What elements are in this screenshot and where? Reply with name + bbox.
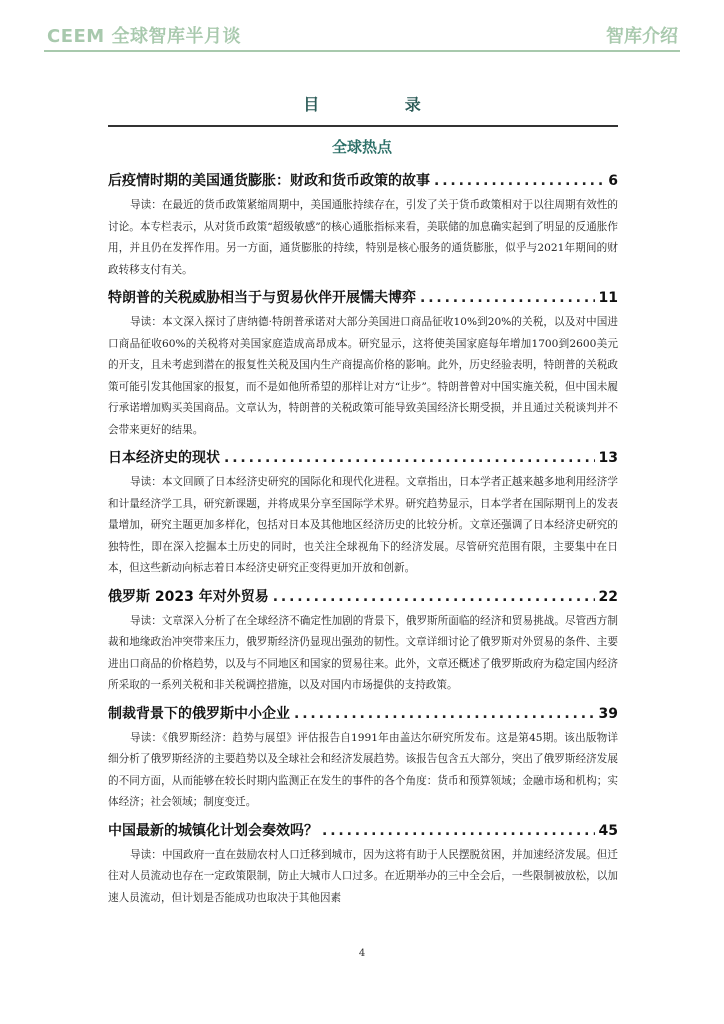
toc-entry xyxy=(108,287,618,441)
section-heading: 全球热点 xyxy=(331,138,392,156)
section-label: 智库介绍 xyxy=(606,26,678,47)
entry-summary: 导读：在最近的货币政策紧缩周期中，美国通胀持续存在，引发了关于货币政策相对于以往周期有效性的讨论。本专栏表示，从对货币政策“超级敏感”的核心通胀指标来看，美联储的加息确实起到了明显的反通胀作用，并且仍在发挥作用。另一方面，通货膨胀的持续，特别是核心服务的通货膨胀，似乎与2021年期间的财政转移支付有关。 xyxy=(108,199,618,276)
dot-leader xyxy=(294,703,595,725)
toc-entry xyxy=(108,586,618,697)
dot-leader xyxy=(273,586,595,608)
toc-entry xyxy=(108,703,618,814)
toc-entry-link[interactable] xyxy=(108,287,618,309)
dot-leader xyxy=(434,170,604,192)
entry-page-number: 22 xyxy=(598,588,618,605)
toc-entry xyxy=(108,820,618,910)
toc-entry-link[interactable] xyxy=(108,447,618,469)
entry-summary: 导读：文章深入分析了在全球经济不确定性加剧的背景下，俄罗斯所面临的经济和贸易挑战。尽管西方制裁和地缘政治冲突带来压力，俄罗斯经济仍显现出强劲的韧性。文章详细讨论了俄罗斯对外贸易的条件、主要进出口商品的价格趋势，以及与不同地区和国家的贸易往来。此外，文章还概述了俄罗斯政府为稳定国内经济所采取的一系列关税和非关税调控措施，以及对国内市场提供的支持政策。 xyxy=(108,614,618,691)
entry-page-number: 45 xyxy=(598,822,618,839)
toc-entry-link[interactable] xyxy=(108,586,618,608)
dot-leader xyxy=(224,447,595,469)
page-number: 4 xyxy=(358,948,366,959)
toc-entries xyxy=(108,170,618,915)
entry-page-number: 6 xyxy=(608,173,618,189)
entry-summary: 导读：本文深入探讨了唐纳德·特朗普承诺对大部分美国进口商品征收10%到20%的关税，以及对中国进口商品征收60%的关税将对美国家庭造成高昂成本。研究显示，这将使美国家庭每年增加1700到2600美元的开支，且未考虑到潜在的报复性关税及国内生产商提高价格的影响。此外，历史经验表明，特朗普的关税政策可能引发其他国家的报复，而不是如他所希望的那样让对方“让步”。特朗普曾对中国实施关税，但中国未履行承诺增加购买美国商品。文章认为，特朗普的关税政策可能导致美国经济长期受损，并且通过关税谈判并不会带来更好的结果。 xyxy=(108,316,618,436)
page-header xyxy=(0,0,724,50)
entry-title: 特朗普的关税威胁相当于与贸易伙伴开展懦夫博弈 xyxy=(108,290,416,306)
entry-title: 俄罗斯 2023 年对外贸易 xyxy=(108,588,269,605)
entry-page-number: 39 xyxy=(598,705,618,722)
dot-leader xyxy=(420,287,595,309)
entry-summary: 导读：本文回顾了日本经济史研究的国际化和现代化进程。文章指出，日本学者正越来越多地利用经济学和计量经济学工具，研究新课题，并将成果分享至国际学术界。研究趋势显示，日本学者在国际期刊上的发表量增加，研究主题更加多样化，包括对日本及其他地区经济历史的比较分析。文章还强调了日本经济史研究的独特性，即在深入挖掘本土历史的同时，也关注全球视角下的经济发展。尽管研究范围有限，主要集中在日本，但这些新动向标志着日本经济史研究正变得更加开放和创新。 xyxy=(108,476,618,574)
toc-entry xyxy=(108,447,618,580)
entry-page-number: 11 xyxy=(598,290,618,306)
toc-entry-link[interactable] xyxy=(108,703,618,725)
dot-leader xyxy=(322,820,595,842)
toc-divider xyxy=(108,125,618,127)
entry-title: 中国最新的城镇化计划会奏效吗？ xyxy=(108,822,318,839)
entry-title: 制裁背景下的俄罗斯中小企业 xyxy=(108,705,290,722)
entry-summary: 导读：《俄罗斯经济：趋势与展望》评估报告自1991年由盖达尔研究所发布。这是第45期。该出版物详细分析了俄罗斯经济的主要趋势以及全球社会和经济发展趋势。该报告包含五大部分，突出了俄罗斯经济发展的不同方面，从而能够在较长时期内监测正在发生的事件的各个角度：货币和预算领域；金融市场和机构；实体经济；社会领域；制度变迁。 xyxy=(108,731,618,808)
toc-entry xyxy=(108,170,618,281)
entry-title: 日本经济史的现状 xyxy=(108,450,220,466)
entry-title: 后疫情时期的美国通货膨胀：财政和货币政策的故事 xyxy=(108,173,430,189)
entry-summary: 导读：中国政府一直在鼓励农村人口迁移到城市，因为这将有助于人民摆脱贫困，并加速经济发展。但迁往对人员流动也存在一定政策限制，防止大城市人口过多。在近期举办的三中全会后，一些限制被放松，以加速人员流动，但计划是否能成功也取决于其他因素 xyxy=(108,848,618,904)
toc-entry-link[interactable] xyxy=(108,170,618,192)
header-divider xyxy=(44,50,680,52)
toc-heading: 目 录 xyxy=(303,95,461,114)
entry-page-number: 13 xyxy=(598,450,618,466)
publication-title: CEEM 全球智库半月谈 xyxy=(47,26,241,47)
toc-entry-link[interactable] xyxy=(108,820,618,842)
